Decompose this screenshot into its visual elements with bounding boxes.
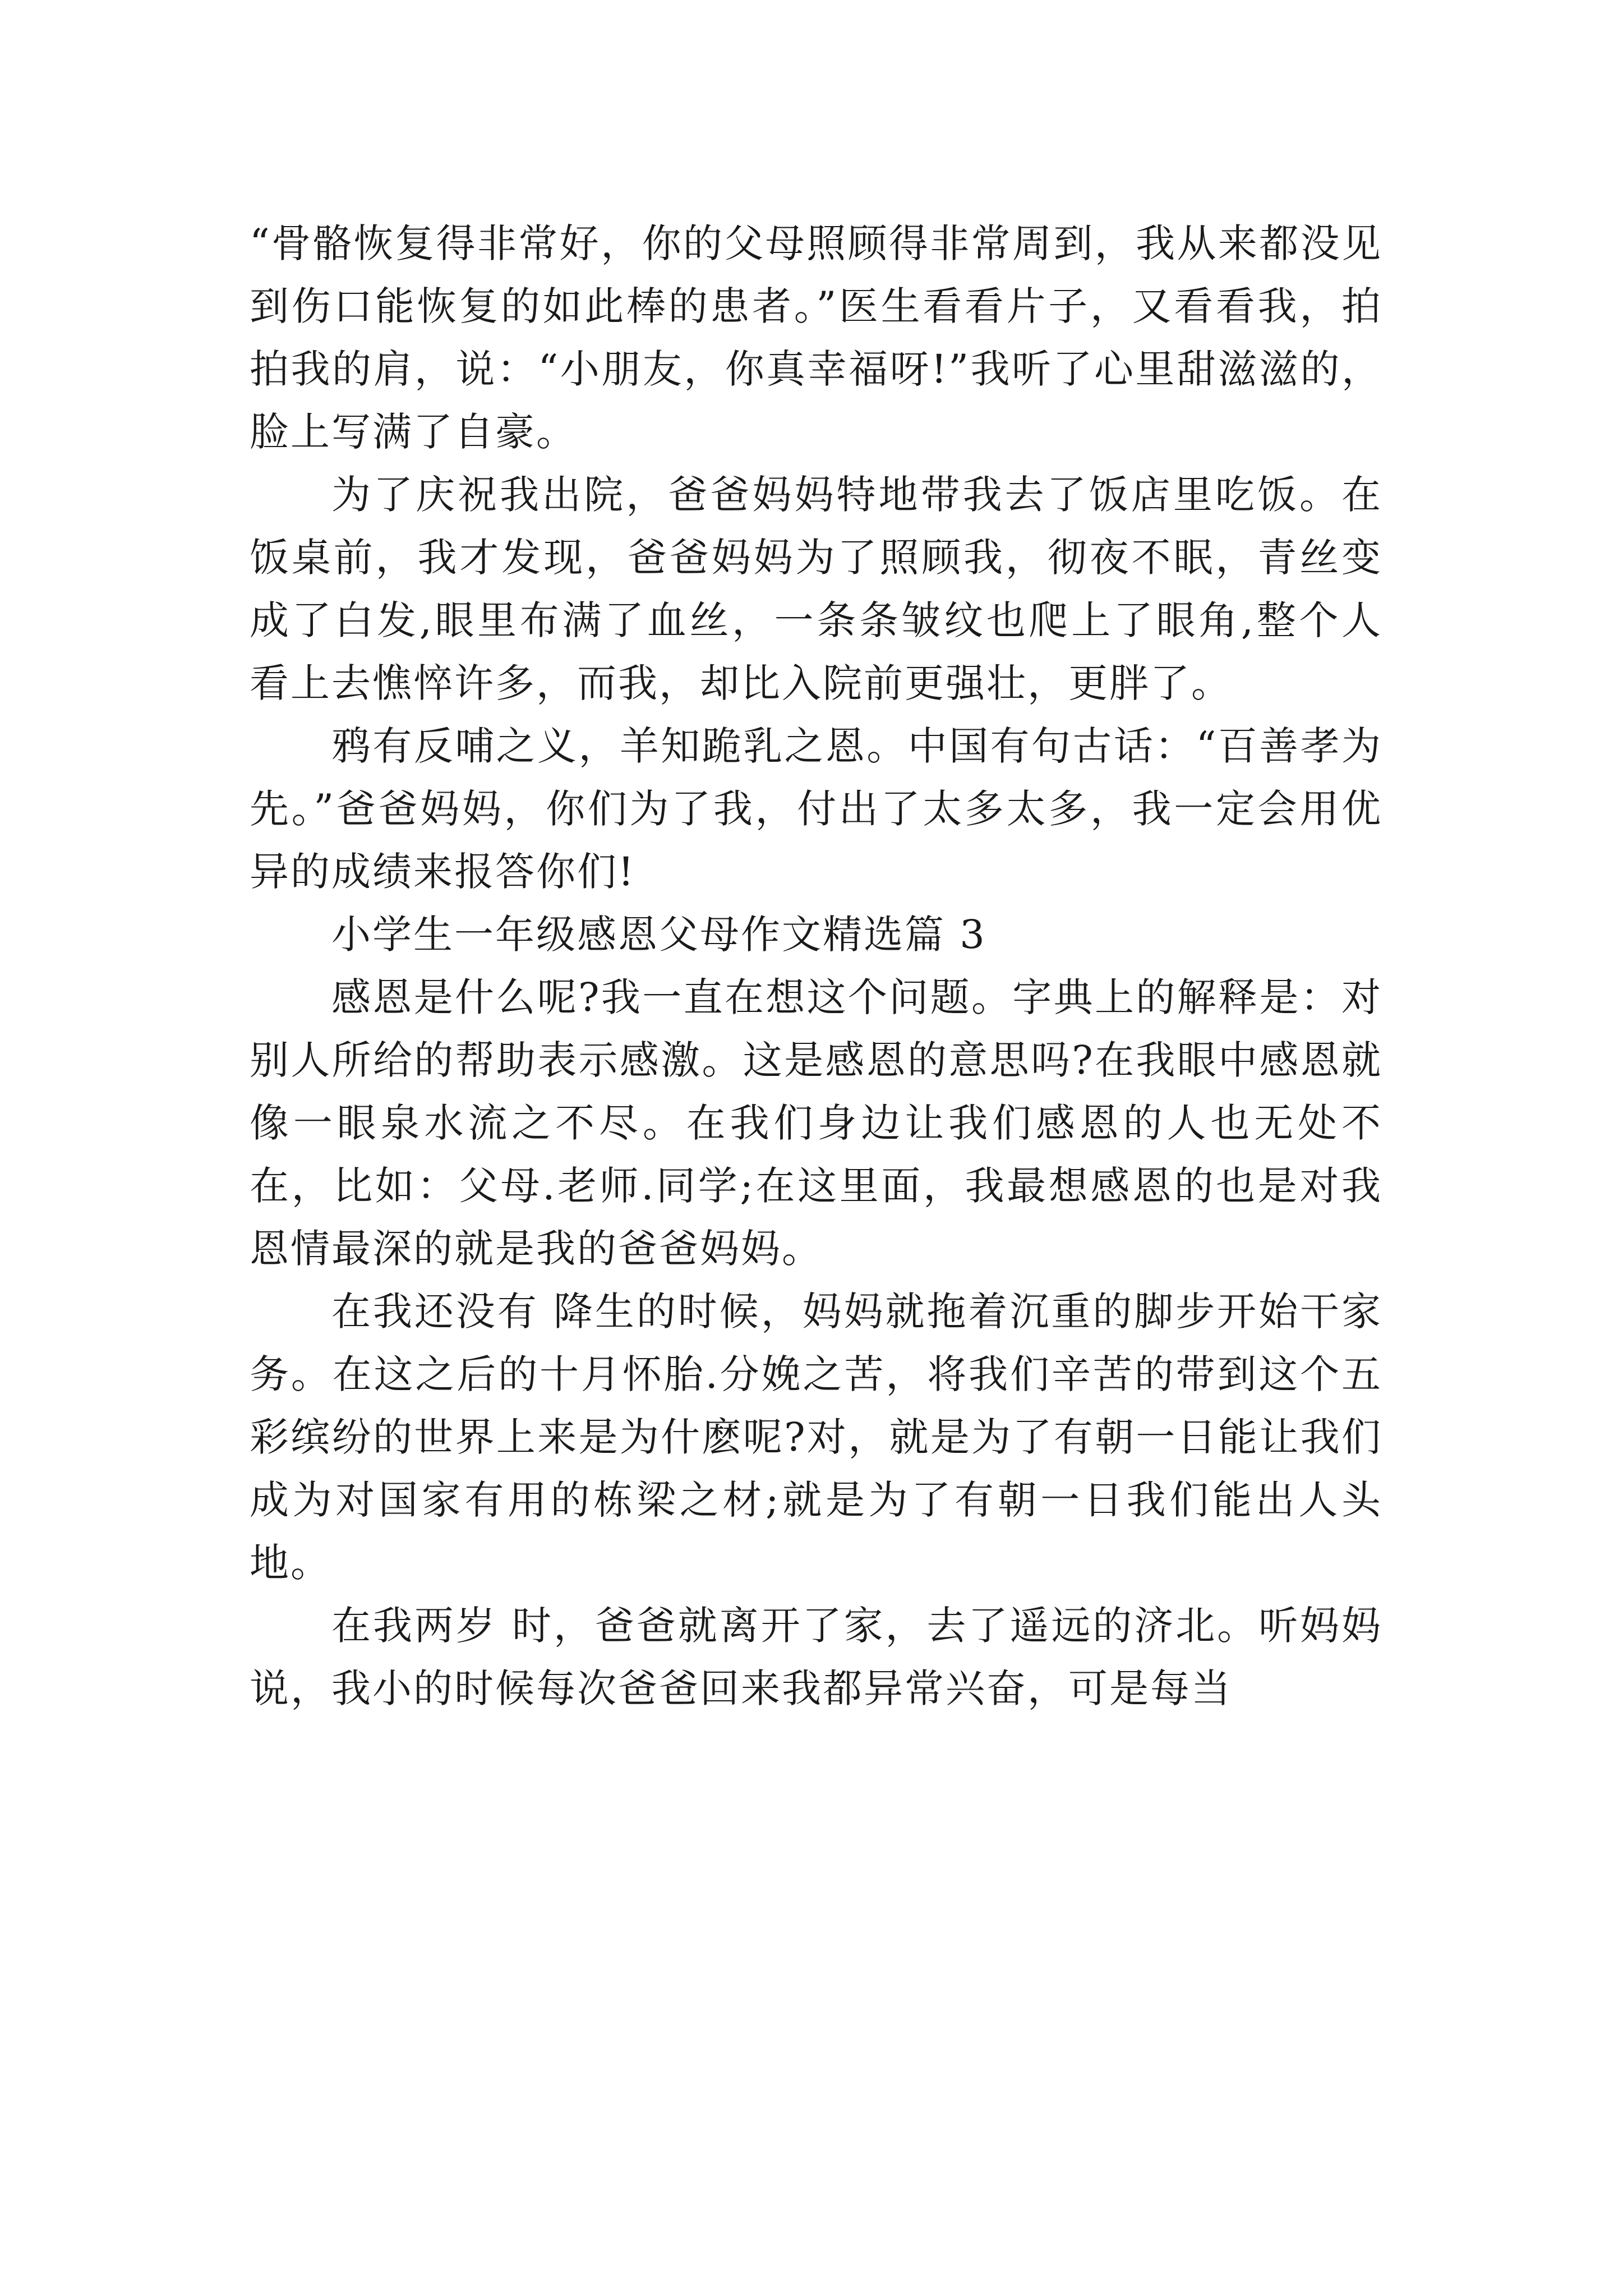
paragraph-doctor-quote: “骨骼恢复得非常好，你的父母照顾得非常周到，我从来都没见到伤口能恢复的如此棒的患者。”医生看看片子，又看看我，拍拍我的肩，说：“小朋友，你真幸福呀!”我听了心里甜滋滋的，脸上写满了自豪。 <box>250 220 1382 455</box>
paragraph-celebration: 为了庆祝我出院，爸爸妈妈特地带我去了饭店里吃饭。在饭桌前，我才发现，爸爸妈妈为了照顾我，彻夜不眠，青丝变成了白发,眼里布满了血丝，一条条皱纹也爬上了眼角,整个人看上去憔悴许多，而我，却比入院前更强壮，更胖了。 <box>250 472 1382 706</box>
paragraph-what-is-gratitude: 感恩是什么呢?我一直在想这个问题。字典上的解释是：对别人所给的帮助表示感激。这是感恩的意思吗?在我眼中感恩就像一眼泉水流之不尽。在我们身边让我们感恩的人也无处不在，比如：父母.老师.同学;在这里面，我最想感恩的也是对我恩情最深的就是我的爸爸妈妈。 <box>250 974 1382 1272</box>
paragraph-mother: 在我还没有 降生的时候，妈妈就拖着沉重的脚步开始干家务。在这之后的十月怀胎.分娩之苦，将我们辛苦的带到这个五彩缤纷的世界上来是为什麽呢?对，就是为了有朝一日能让我们成为对国家有用的栋梁之材;就是为了有朝一日我们能出人头地。 <box>250 1289 1382 1586</box>
section-title: 小学生一年级感恩父母作文精选篇 3 <box>331 912 986 958</box>
paragraph-father: 在我两岁 时，爸爸就离开了家，去了遥远的济北。听妈妈说，我小的时候每次爸爸回来我都异常兴奋，可是每当 <box>250 1603 1382 1711</box>
document-body <box>250 212 1382 1720</box>
paragraph-filial-piety: 鸦有反哺之义，羊知跪乳之恩。中国有句古话：“百善孝为先。”爸爸妈妈，你们为了我，付出了太多太多，我一定会用优异的成绩来报答你们! <box>250 723 1382 895</box>
